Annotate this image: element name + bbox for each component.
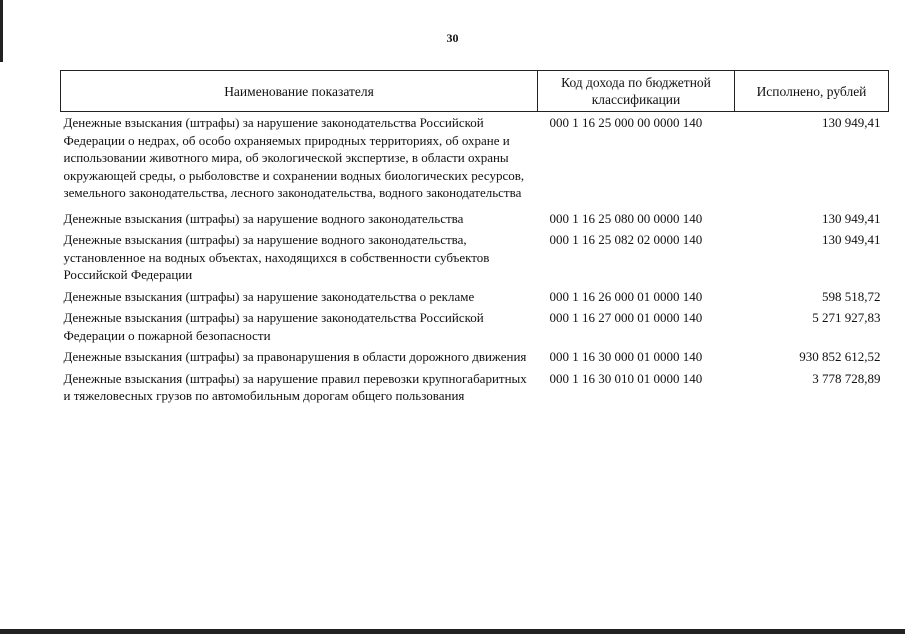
- row-code: 000 1 16 30 010 01 0000 140: [549, 370, 703, 386]
- table-header-row: [61, 71, 889, 112]
- header-amount: Исполнено, рублей: [735, 71, 889, 112]
- table-row: [61, 112, 889, 209]
- row-name: Денежные взыскания (штрафы) за нарушение водного законодательства: [63, 210, 464, 226]
- table-row: [61, 347, 889, 369]
- row-code: 000 1 16 27 000 01 0000 140: [549, 310, 703, 325]
- bottom-scan-rule: [0, 629, 905, 634]
- row-name: Денежные взыскания (штрафы) за нарушение законодательства о рекламе: [63, 288, 475, 304]
- header-name: Наименование показателя: [61, 71, 538, 112]
- table-row: [61, 369, 889, 408]
- row-amount: 130 949,41: [822, 115, 881, 130]
- row-name: Денежные взыскания (штрафы) за нарушение водного законодательства, установленное на водных объектах, находящихся в собственности субъектов Российской Федерации: [63, 232, 490, 282]
- row-amount: 930 852 612,52: [799, 349, 881, 364]
- page-number: 30: [446, 31, 459, 45]
- header-code: Код дохода по бюджетной классификации: [538, 71, 735, 112]
- table-row: [61, 209, 889, 231]
- row-amount: 130 949,41: [822, 232, 881, 247]
- row-name: Денежные взыскания (штрафы) за правонарушения в области дорожного движения: [63, 349, 527, 364]
- row-name: Денежные взыскания (штрафы) за нарушение законодательства Российской Федерации о пожарной безопасности: [63, 310, 484, 343]
- table-row: [61, 308, 889, 347]
- row-code: 000 1 16 25 000 00 0000 140: [549, 115, 703, 130]
- row-code: 000 1 16 26 000 01 0000 140: [549, 288, 703, 304]
- row-amount: 3 778 728,89: [812, 370, 881, 386]
- row-code: 000 1 16 25 080 00 0000 140: [549, 210, 703, 226]
- row-amount: 130 949,41: [822, 210, 881, 226]
- row-amount: 598 518,72: [822, 288, 881, 304]
- row-code: 000 1 16 30 000 01 0000 140: [549, 349, 703, 364]
- row-name: Денежные взыскания (штрафы) за нарушение законодательства Российской Федерации о недрах, об особо охраняемых природных территориях, об охране и использовании животного мира, об экологической экспертизе, в области охраны окружающей среды, о рыболовстве и сохранении водных биологических ресурсов, земельного законодательства, лесного законодательства, водного законодательства: [63, 115, 525, 200]
- revenue-table: [60, 70, 889, 408]
- table-row: [61, 230, 889, 287]
- table-row: [61, 287, 889, 309]
- row-code: 000 1 16 25 082 02 0000 140: [549, 232, 703, 247]
- row-name: Денежные взыскания (штрафы) за нарушение правил перевозки крупногабаритных и тяжеловесных грузов по автомобильным дорогам общего пользования: [63, 370, 527, 403]
- row-amount: 5 271 927,83: [812, 310, 881, 325]
